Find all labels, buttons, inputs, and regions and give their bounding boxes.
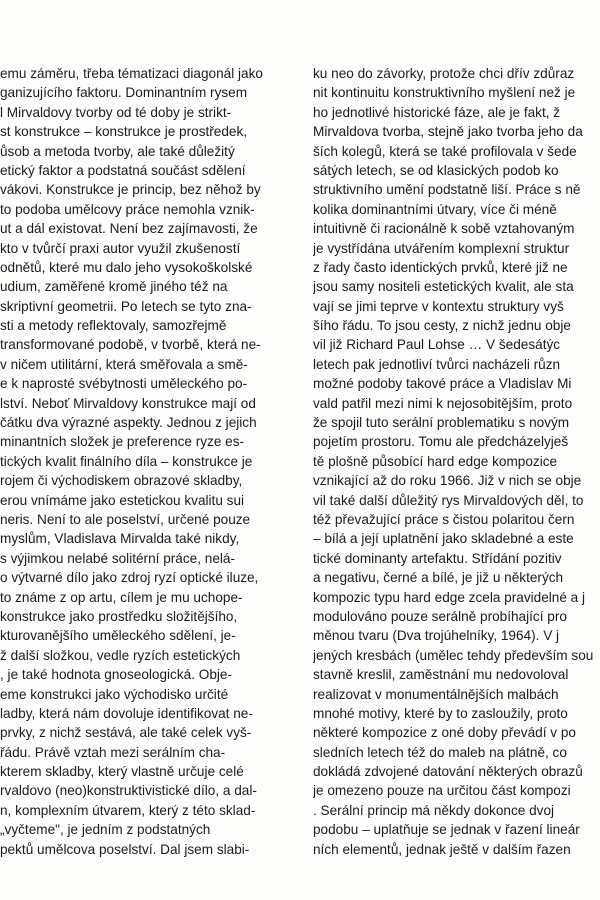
text-line: nit kontinuitu konstruktivního myšlení než je — [313, 85, 576, 101]
text-line: podobu – uplatňuje se jednak v řazení lineár — [313, 822, 580, 838]
text-line: n, komplexním útvarem, který z této sklad- — [0, 802, 256, 818]
text-line: sti a metody reflektovaly, samozřejmě — [0, 318, 227, 334]
text-line: vil již Richard Paul Lohse … V šedesátýc — [313, 337, 561, 353]
text-line: že spojil tuto serální problematiku s novým — [313, 415, 570, 431]
text-line: kterem skladby, který vlastně určuje celé — [0, 764, 244, 780]
text-line: ůsob a metoda tvorby, ale také důležitý — [0, 143, 235, 159]
text-line: intuitivně či racionálně k sobě vztahovaným — [313, 221, 575, 237]
text-line: prvky, z nichž sestává, ale také celek vyš- — [0, 725, 252, 741]
text-line: to známe z op artu, cílem je mu uchope- — [0, 589, 243, 605]
text-line: – bílá a její uplatnění jako skladebné a este — [313, 531, 574, 547]
text-line: e k naprosté svébytnosti uměleckého po- — [0, 376, 248, 392]
text-line: čátku dva výrazné aspekty. Jednou z jejich — [0, 415, 257, 431]
text-line: tických kvalit finálního díla – konstrukce je — [0, 453, 253, 469]
column-gutter — [283, 0, 313, 900]
text-line: struktivního umění podstatně liší. Práce s ně — [313, 182, 581, 198]
text-line: , je také hodnota gnoseologická. Obje- — [0, 667, 233, 683]
text-line: a negativu, černé a bílé, je již u některých — [313, 570, 564, 586]
text-line: kolika dominantními útvary, více či méně — [313, 201, 557, 217]
text-line: ganizujícího faktoru. Dominantním rysem — [0, 85, 248, 101]
text-line: z řady často identických prvků, které již ne — [313, 259, 568, 275]
text-line: rojem či východiskem obrazové skladby, — [0, 473, 243, 489]
text-line: to podoba umělcovy práce nemohla vznik- — [0, 201, 255, 217]
text-line: je omezeno pouze na určitou část kompozi — [313, 783, 571, 799]
text-line: transformované podobě, v tvorbě, která ne- — [0, 337, 261, 353]
text-line: ho jednotlivé historické fáze, ale je fakt, ž — [313, 104, 561, 120]
text-line: emu záměru, třeba tématizaci diagonál jako — [0, 66, 263, 81]
text-line: sátých letech, se od klasických podob ko — [313, 162, 559, 178]
text-line: rvaldovo (neo)konstruktivistické dílo, a dal- — [0, 783, 257, 799]
text-line: ních elementů, jednak ještě v dalším řazen — [313, 841, 571, 857]
text-line: vil také další důležitý rys Mirvaldových děl, to — [313, 492, 584, 508]
text-line: etický faktor a podstatná součást sdělení — [0, 162, 246, 178]
text-line: vají se jimi teprve v kontextu struktury vyš — [313, 298, 564, 314]
text-line: neris. Není to ale poselství, určené pouze — [0, 511, 251, 527]
text-line: . Serální princip má někdy dokonce dvoj — [313, 802, 555, 818]
text-line: měnou tvaru (Dva trojúhelníky, 1964). V j — [313, 628, 560, 644]
text-line: minantních složek je preference ryze es- — [0, 434, 245, 450]
text-line: udium, zaměřené kromě jiného též na — [0, 279, 228, 295]
text-line: ku neo do závorky, protože chci dřív zdůraz — [313, 66, 575, 81]
text-line: dokládá zdvojené datování některých obrazů — [313, 764, 583, 780]
text-line: skriptivní geometrii. Po letech se tyto zna- — [0, 298, 252, 314]
text-line: v ničem utilitární, která směřovala a smě- — [0, 356, 248, 372]
text-line: vákovi. Konstrukce je princip, bez něhož by — [0, 182, 261, 198]
left-text-column — [0, 64, 283, 859]
right-text-column — [313, 64, 600, 859]
text-line: pojetím prostoru. Tomu ale předcházelyješ — [313, 434, 569, 450]
text-line: jených kresbách (umělec tehdy především sou — [313, 647, 594, 663]
text-line: odnětů, které mu dalo jeho vysokoškolské — [0, 259, 253, 275]
text-line: l Mirvaldovy tvorby od té doby je strikt- — [0, 104, 232, 120]
text-line: kto v tvůrčí praxi autor využil zkušeností — [0, 240, 241, 256]
text-line: realizovat v monumentálnějších malbách — [313, 686, 559, 702]
text-line: kturovanějšího uměleckého sdělení, je- — [0, 628, 236, 644]
text-line: modulováno pouze serálně probíhající pro — [313, 608, 567, 624]
text-line: ších kolegů, která se také profilovala v šede — [313, 143, 577, 159]
text-line: některé kompozice z oné doby převádí v po — [313, 725, 576, 741]
text-line: též převažující práce s čistou polaritou čern — [313, 511, 575, 527]
text-line: kompozic typu hard edge zcela pravidelné a j — [313, 589, 586, 605]
text-line: stavně kreslil, zaměstnání mu nedovoloval — [313, 667, 569, 683]
text-line: vznikající až do roku 1966. Již v nich se obje — [313, 473, 582, 489]
text-line: „vyčteme", je jedním z podstatných — [0, 822, 211, 838]
text-line: Mirvaldova tvorba, stejně jako tvorba jeho da — [313, 124, 583, 140]
text-line: letech pak jednotliví tvůrci nacházeli různ — [313, 356, 561, 372]
text-line: o výtvarné dílo jako zdroj ryzí optické iluze, — [0, 570, 259, 586]
text-line: jsou samy nositeli estetických kvalit, ale sta — [313, 279, 574, 295]
text-line: st konstrukce – konstrukce je prostředek, — [0, 124, 248, 140]
text-line: erou vnímáme jako estetickou kvalitu sui — [0, 492, 245, 508]
text-line: ž další složkou, vedle ryzích estetických — [0, 647, 241, 663]
text-line: mnohé motivy, které by to zasloužily, proto — [313, 705, 568, 721]
text-line: vald patřil mezi nimi k nejosobitějším, proto — [313, 395, 573, 411]
text-line: je vystřídána utvářením komplexní struktur — [313, 240, 570, 256]
text-line: s výjimkou nelabé solitérní práce, nelá- — [0, 550, 235, 566]
text-line: konstrukce jako prostředku složitějšího, — [0, 608, 238, 624]
text-line: ladby, která nám dovoluje identifikovat ne- — [0, 705, 253, 721]
text-line: lství. Neboť Mirvaldovy konstrukce mají od — [0, 395, 256, 411]
text-line: možné podoby takové práce a Vladislav Mi — [313, 376, 572, 392]
text-line: pektů umělcova poselství. Dal jsem slabi- — [0, 841, 250, 857]
text-line: eme konstrukci jako východisko určité — [0, 686, 229, 702]
text-line: myslům, Vladislava Mirvalda také nikdy, — [0, 531, 240, 547]
text-line: tě plošně působící hard edge kompozice — [313, 453, 558, 469]
text-line: ut a dál existovat. Není bez zajímavosti, že — [0, 221, 258, 237]
text-line: řádu. Právě vztah mezi serálním cha- — [0, 744, 226, 760]
text-line: tické dominanty artefaktu. Střídání pozitiv — [313, 550, 562, 566]
text-line: sledních letech též do maleb na plátně, co — [313, 744, 567, 760]
text-line: šího řádu. To jsou cesty, z nichž jednu obje — [313, 318, 571, 334]
